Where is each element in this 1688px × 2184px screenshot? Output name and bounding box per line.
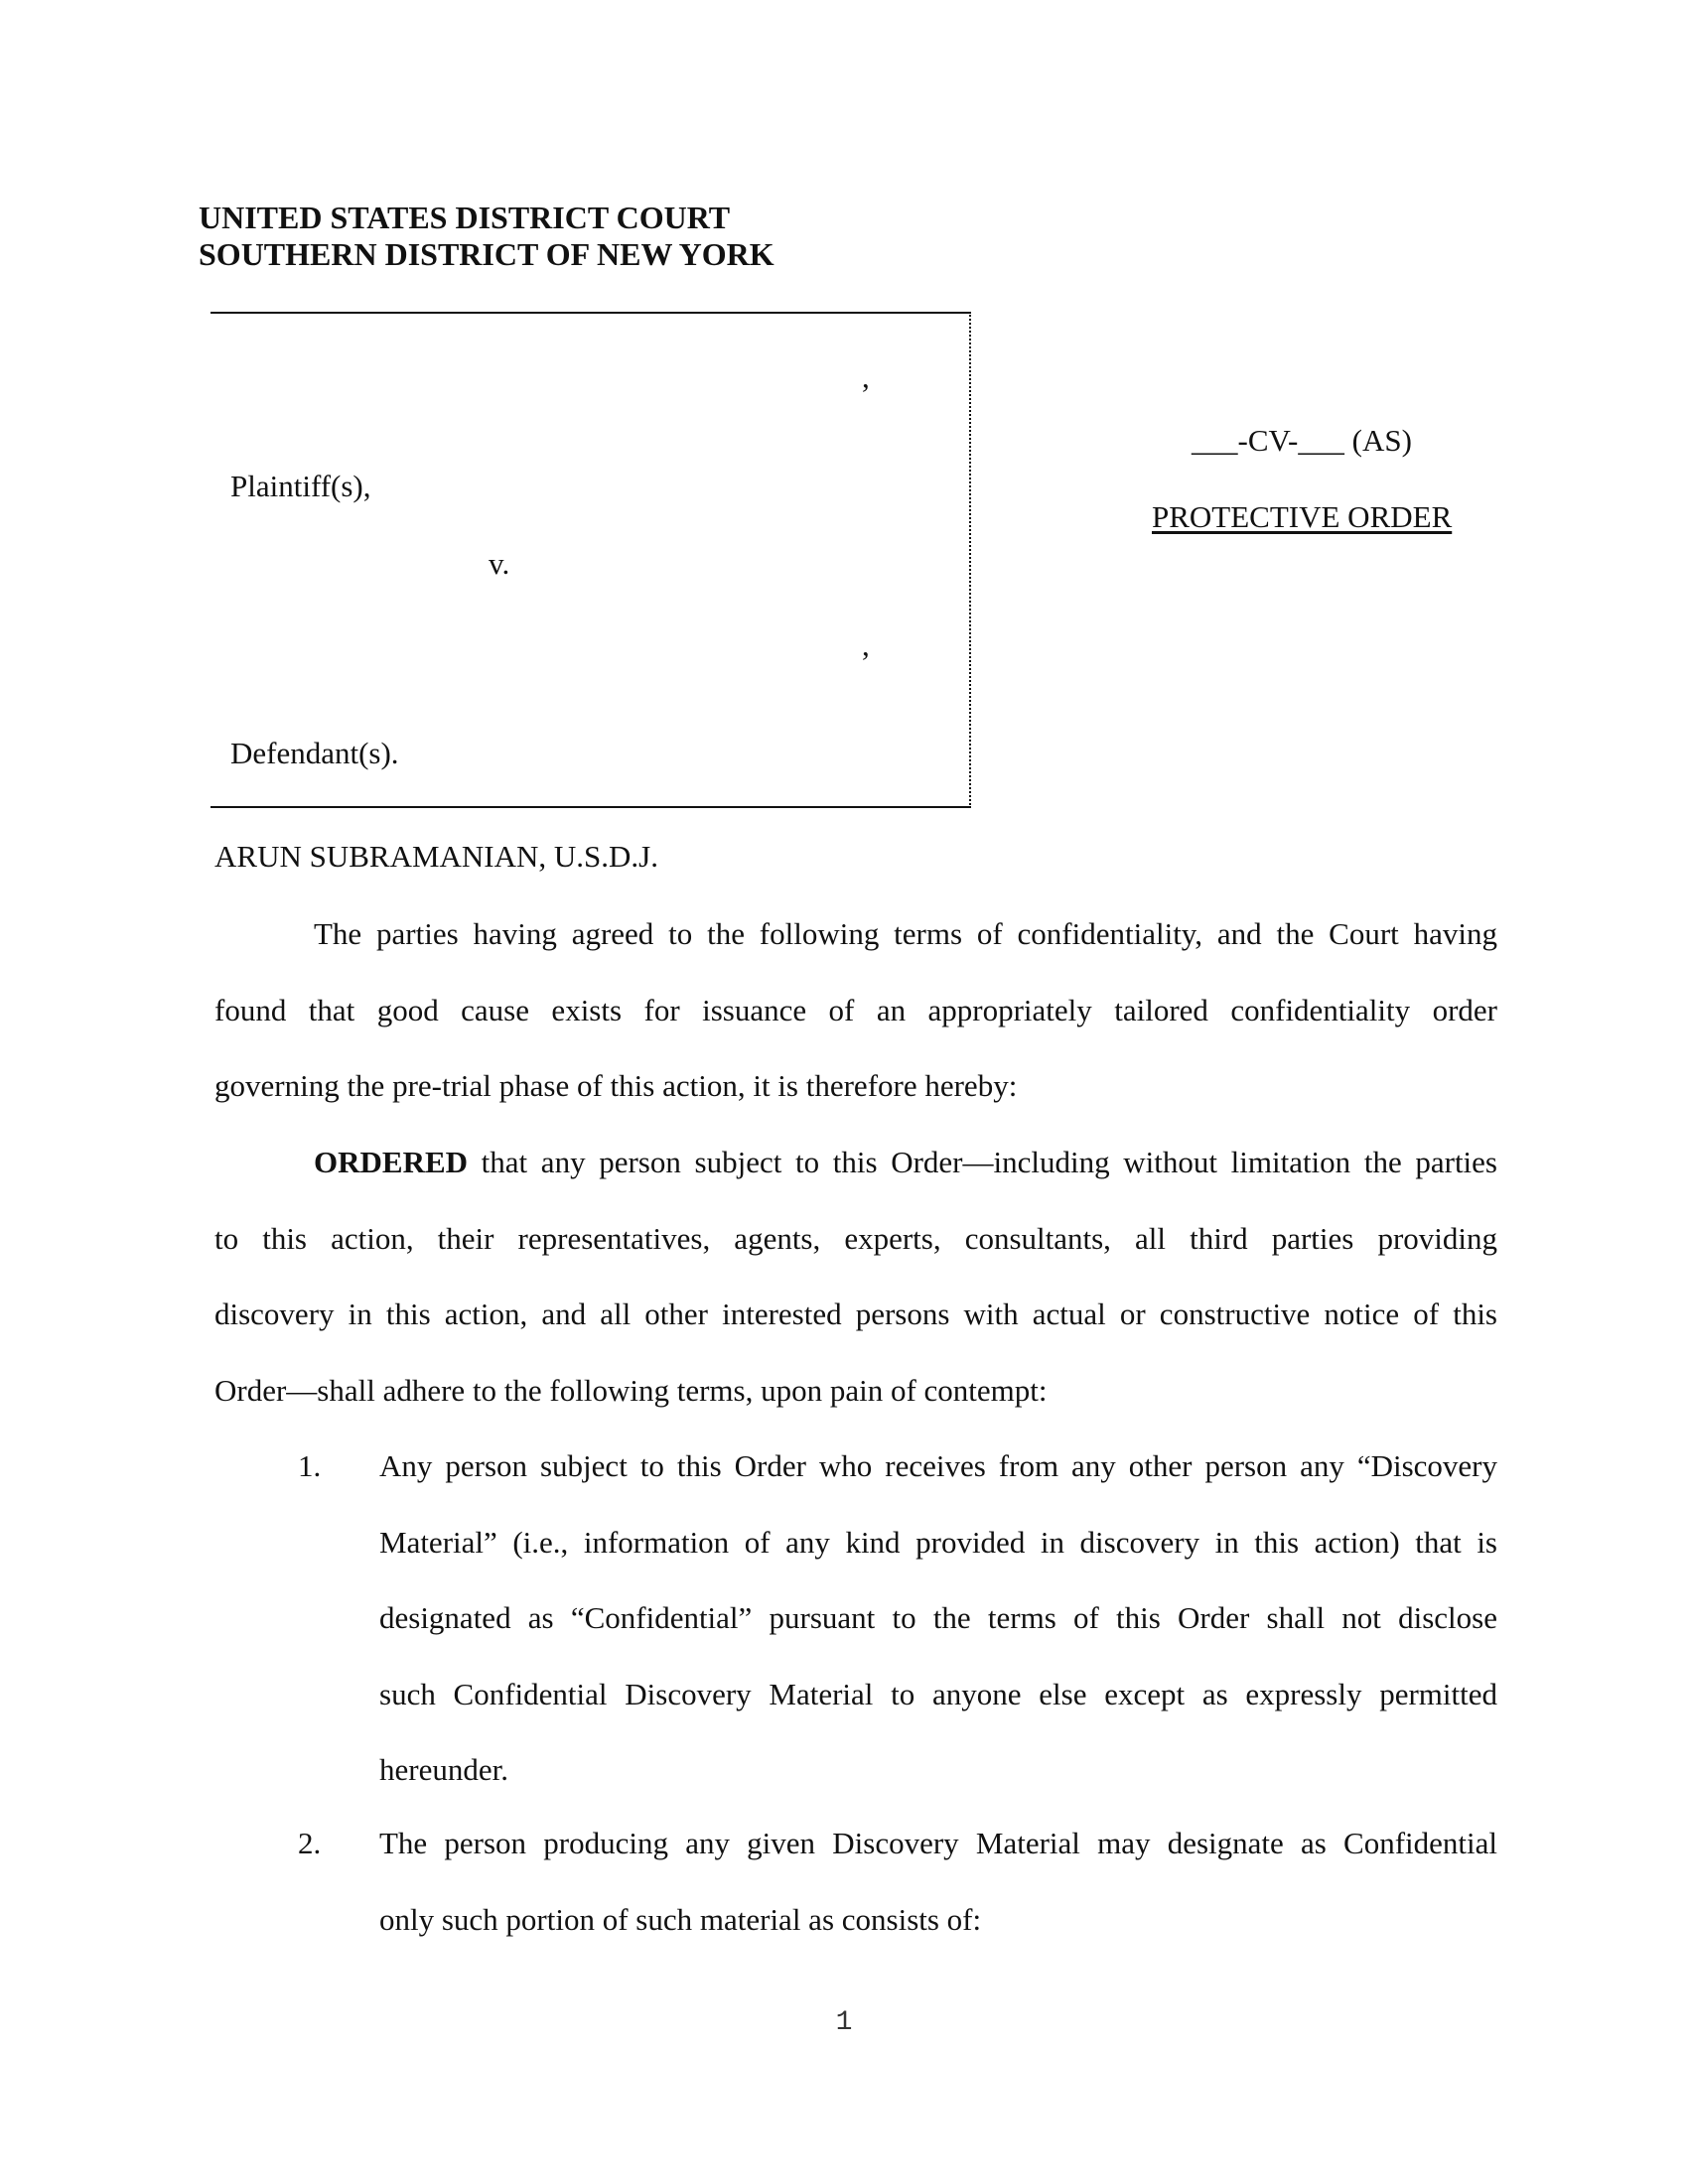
ordered-paragraph [214,1125,1497,1429]
list-item-number: 2. [298,1826,322,1860]
intro-paragraph [214,896,1497,1125]
ordered-line-1-rest: that any person subject to this Order—including without limitation the parties [468,1145,1497,1179]
caption-top-rule [211,312,971,314]
ordered-line-4: Order—shall adhere to the following terms, upon pain of contempt: [214,1372,1048,1408]
item-1-line-3: designated as “Confidential” pursuant to the terms of this Order shall not disclose [379,1600,1497,1635]
versus-label: v. [489,546,510,581]
document-title: PROTECTIVE ORDER [1152,499,1453,534]
intro-line-1: The parties having agreed to the following terms of confidentiality, and the Court having [314,916,1497,951]
ordered-line-2: to this action, their representatives, agents, experts, consultants, all third parties providing [214,1220,1497,1256]
court-name-line-1: UNITED STATES DISTRICT COURT [199,200,731,235]
page-number: 1 [835,2007,853,2038]
caption-bottom-rule [211,806,971,808]
list-item-body [379,1429,1497,1809]
judge-name: ARUN SUBRAMANIAN, U.S.D.J. [214,839,658,874]
plaintiff-name-comma: , [862,359,870,394]
caption-right-rule [969,312,971,808]
ordered-lead: ORDERED [314,1145,469,1179]
list-item-body [379,1806,1497,1958]
item-1-line-1: Any person subject to this Order who receives from any other person any “Discovery [379,1448,1497,1483]
item-1-line-4: such Confidential Discovery Material to anyone else except as expressly permitted [379,1676,1497,1711]
ordered-line-3: discovery in this action, and all other interested persons with actual or constructive notice of this [214,1297,1497,1331]
list-item-number: 1. [298,1448,322,1483]
defendant-name-comma: , [862,627,870,662]
item-1-line-2: Material” (i.e., information of any kind provided in discovery in this action) that is [379,1524,1497,1560]
ordered-line-1 [214,1125,1497,1201]
item-2-line-1: The person producing any given Discovery Material may designate as Confidential [379,1826,1497,1860]
item-2-line-2: only such portion of such material as consists of: [379,1901,982,1937]
intro-line-3: governing the pre-trial phase of this action, it is therefore hereby: [214,1068,1018,1103]
plaintiff-label: Plaintiff(s), [230,469,371,503]
intro-line-2: found that good cause exists for issuance of an appropriately tailored confidentiality order [214,992,1497,1027]
court-district-line: SOUTHERN DISTRICT OF NEW YORK [199,236,774,272]
defendant-label: Defendant(s). [230,736,399,770]
item-1-line-5: hereunder. [379,1752,508,1787]
